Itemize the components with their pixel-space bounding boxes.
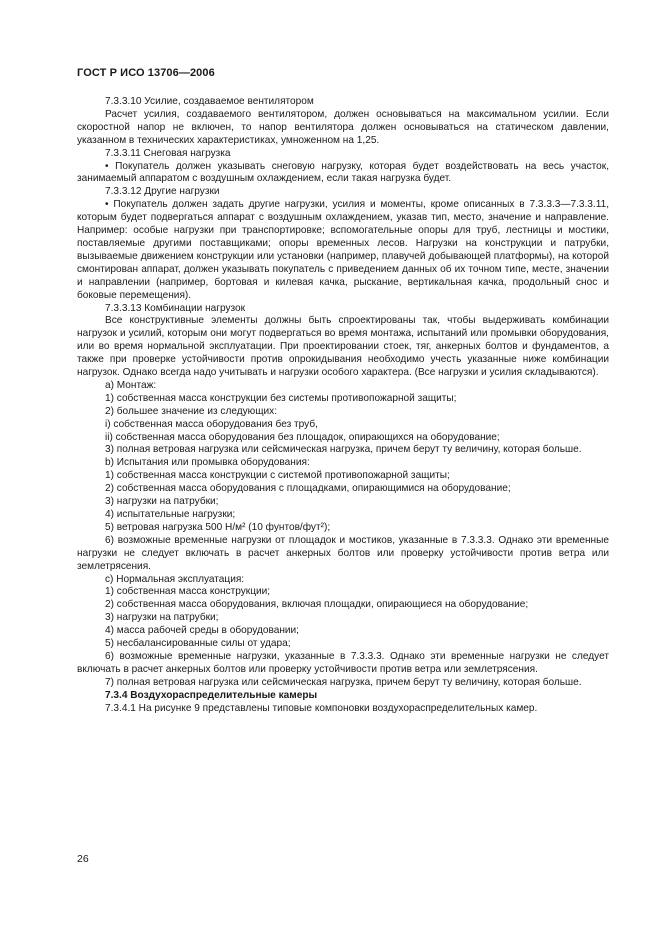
list-item: 4) испытательные нагрузки;: [105, 509, 236, 520]
list-item: 2) большее значение из следующих:: [105, 405, 278, 417]
document-body: [77, 96, 609, 716]
list-heading-c: c) Нормальная эксплуатация:: [105, 573, 245, 585]
section-heading-7-3-3-10: 7.3.3.10 Усилие, создаваемое вентилятором: [105, 96, 314, 107]
page-number: 26: [77, 853, 89, 865]
list-item: 5) несбалансированные силы от удара;: [105, 638, 291, 650]
list-item: 6) возможные временные нагрузки от площадок и мостиков, указанные в 7.3.3.3. Однако эти временные нагрузки не следует включать в расчет анкерных болтов или проверку устойчивости против ветра или землетрясения.: [77, 534, 609, 572]
paragraph: Все конструктивные элементы должны быть спроектированы так, чтобы выдерживать комбинации нагрузок и усилий, которым они могут подвергаться во время монтажа, испытаний или промывки оборудования, или во время нормальной эксплуатации. При проектировании стоек, тяг, анкерных болтов и фундаментов, а также при проверке устойчивости против опрокидывания необходимо учесть указанные ниже комбинации нагрузок. Однако всегда надо учитывать и нагрузки особого характера. (Все нагрузки и усилия складываются).: [77, 315, 609, 379]
list-item: 6) возможные временные нагрузки, указанные в 7.3.3.3. Однако эти временные нагрузки не следует включать в расчет анкерных болтов или проверку устойчивости против ветра или землетрясения.: [77, 650, 609, 675]
list-item: 1) собственная масса конструкции с системой противопожарной защиты;: [105, 470, 450, 482]
list-item: 7) полная ветровая нагрузка или сейсмическая нагрузка, причем берут ту величину, которая больше.: [105, 676, 582, 688]
paragraph: 7.3.4.1 На рисунке 9 представлены типовые компоновки воздухораспределительных камер.: [105, 702, 538, 714]
list-heading-b: b) Испытания или промывка оборудования:: [105, 457, 310, 469]
list-item: 4) масса рабочей среды в оборудовании;: [105, 625, 299, 637]
list-item: 3) нагрузки на патрубки;: [105, 612, 219, 624]
list-item: 2) собственная масса оборудования, включая площадки, опирающиеся на оборудование;: [105, 599, 529, 611]
list-item: i) собственная масса оборудования без труб,: [105, 418, 318, 430]
section-heading-7-3-3-12: 7.3.3.12 Другие нагрузки: [105, 186, 220, 198]
list-item: ii) собственная масса оборудования без площадок, опирающихся на оборудование;: [105, 431, 500, 443]
list-item: 3) полная ветровая нагрузка или сейсмическая нагрузка, причем берут ту величину, которая больше.: [105, 444, 582, 456]
paragraph: • Покупатель должен задать другие нагрузки, усилия и моменты, кроме описанных в 7.3.3.3—7.3.3.11, которым будет подвергаться аппарат с воздушным охлаждением, указав тип, место, значение и направление. Например: особые нагрузки при транспортировке; вспомогательные опоры для труб, лестницы и мостики, поставляемые другими поставщиками; опоры временных лесов. Нагрузки на конструкции и патрубки, вызываемые движением конструкции или установки (например, плавучей добывающей платформы), на которой смонтирован аппарат, должен указывать покупатель с приведением данных об их точном типе, месте, значении и направлении (например, бортовая и килевая качка, рыскание, вертикальная качка, продольный снос и боковые перемещения).: [77, 199, 609, 301]
section-heading-7-3-3-13: 7.3.3.13 Комбинации нагрузок: [105, 302, 246, 314]
list-item: 5) ветровая нагрузка 500 Н/м² (10 фунтов/фут²);: [105, 521, 331, 533]
document-header: ГОСТ Р ИСО 13706—2006: [77, 67, 215, 79]
section-heading-7-3-3-11: 7.3.3.11 Снеговая нагрузка: [105, 147, 231, 159]
section-heading-7-3-4: 7.3.4 Воздухораспределительные камеры: [105, 689, 318, 701]
paragraph: Расчет усилия, создаваемого вентилятором, должен основываться на максимальном усилии. Если скоростной напор не включен, то напор вентилятора должен основываться на статическом давлении, указанном в технических характеристиках, умноженном на 1,25.: [77, 108, 609, 146]
list-item: 2) собственная масса оборудования с площадками, опирающимися на оборудование;: [105, 483, 511, 495]
paragraph: • Покупатель должен указывать снеговую нагрузку, которая будет воздействовать на весь участок, занимаемый аппаратом с воздушным охлаждением, если такая нагрузка будет.: [77, 160, 609, 185]
list-item: 1) собственная масса конструкции без системы противопожарной защиты;: [105, 392, 457, 404]
list-heading-a: a) Монтаж:: [105, 379, 157, 391]
list-item: 1) собственная масса конструкции;: [105, 586, 271, 598]
list-item: 3) нагрузки на патрубки;: [105, 496, 219, 508]
